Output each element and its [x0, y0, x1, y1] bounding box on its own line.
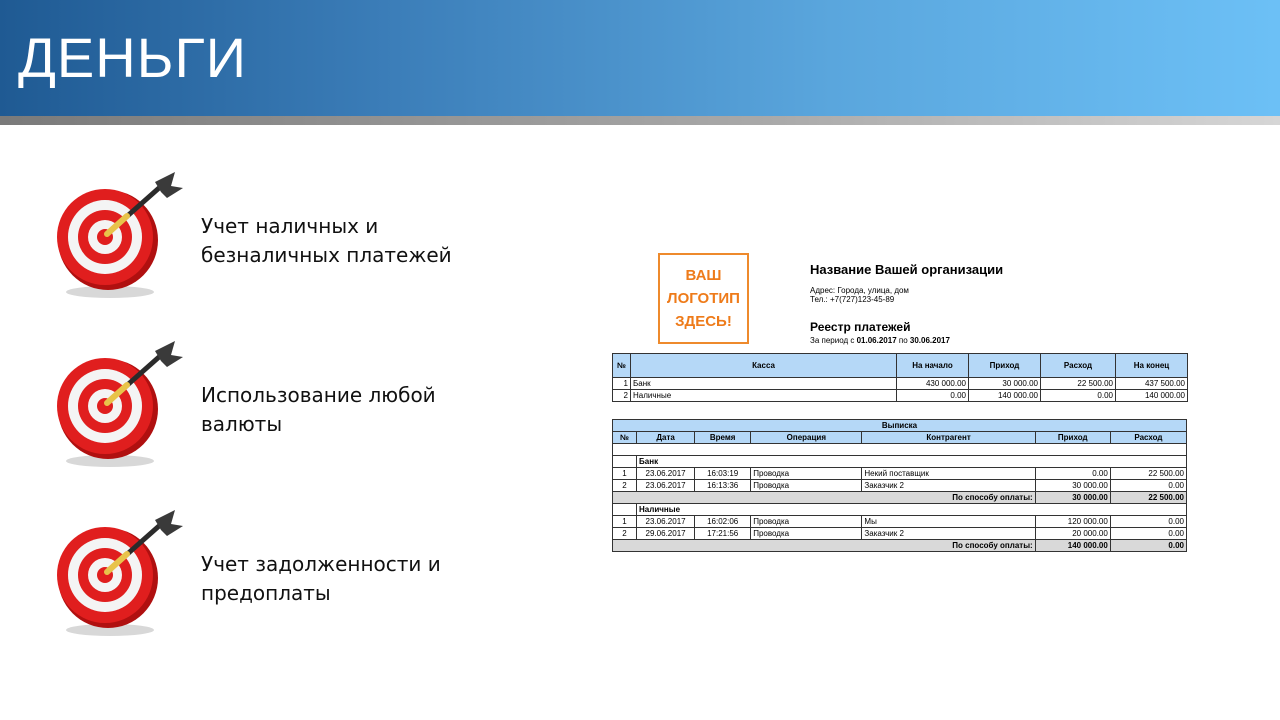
payment-register-document: [612, 252, 1188, 562]
organization-address: Адрес: Города, улица, дом: [810, 286, 909, 295]
feature-line: Использование любой: [201, 383, 436, 407]
target-dart-icon: [55, 337, 190, 472]
organization-contacts: [810, 286, 909, 304]
logo-placeholder: [658, 253, 749, 344]
page-title: ДЕНЬГИ: [18, 26, 248, 89]
header-divider: [0, 116, 1280, 125]
feature-line: безналичных платежей: [201, 243, 452, 267]
document-period: За период с 01.06.2017 по 30.06.2017: [810, 336, 950, 345]
feature-item-cash-payments: [55, 168, 575, 308]
group-total-row: По способу оплаты: 30 000.00 22 500.00: [613, 492, 1187, 504]
feature-item-debt-prepayment: [55, 506, 575, 646]
table-row: 2 29.06.2017 17:21:56 Проводка Заказчик 2 20 000.00 0.00: [613, 528, 1187, 540]
title-bar: [0, 0, 1280, 116]
feature-line: валюты: [201, 412, 283, 436]
statement-table: [612, 419, 1187, 552]
spacer-row: [613, 444, 1187, 456]
logo-text: ЛОГОТИП: [667, 290, 740, 307]
table-row: 1 Банк 430 000.00 30 000.00 22 500.00 437 500.00: [613, 378, 1188, 390]
table-header-row: № Касса На начало Приход Расход На конец: [613, 354, 1188, 378]
document-title: Реестр платежей: [810, 320, 911, 334]
group-total-row: По способу оплаты: 140 000.00 0.00: [613, 540, 1187, 552]
group-header-row: Наличные: [613, 504, 1187, 516]
table-row: 2 Наличные 0.00 140 000.00 0.00 140 000.00: [613, 390, 1188, 402]
logo-text: ВАШ: [685, 267, 722, 284]
feature-line: Учет задолженности и: [201, 552, 441, 576]
group-header-row: Банк: [613, 456, 1187, 468]
table-row: 1 23.06.2017 16:02:06 Проводка Мы 120 000.00 0.00: [613, 516, 1187, 528]
feature-line: Учет наличных и: [201, 214, 379, 238]
summary-table: [612, 353, 1188, 402]
feature-line: предоплаты: [201, 581, 331, 605]
table-header-row: № Дата Время Операция Контрагент Приход Расход: [613, 432, 1187, 444]
organization-name: Название Вашей организации: [810, 262, 1004, 277]
organization-phone: Тел.: +7(727)123-45-89: [810, 295, 895, 304]
table-row: 1 23.06.2017 16:03:19 Проводка Некий поставщик 0.00 22 500.00: [613, 468, 1187, 480]
logo-text: ЗДЕСЬ!: [675, 313, 732, 330]
target-dart-icon: [55, 506, 190, 641]
statement-title-row: Выписка: [613, 420, 1187, 432]
feature-item-any-currency: [55, 337, 575, 477]
target-dart-icon: [55, 168, 190, 303]
table-row: 2 23.06.2017 16:13:36 Проводка Заказчик 2 30 000.00 0.00: [613, 480, 1187, 492]
